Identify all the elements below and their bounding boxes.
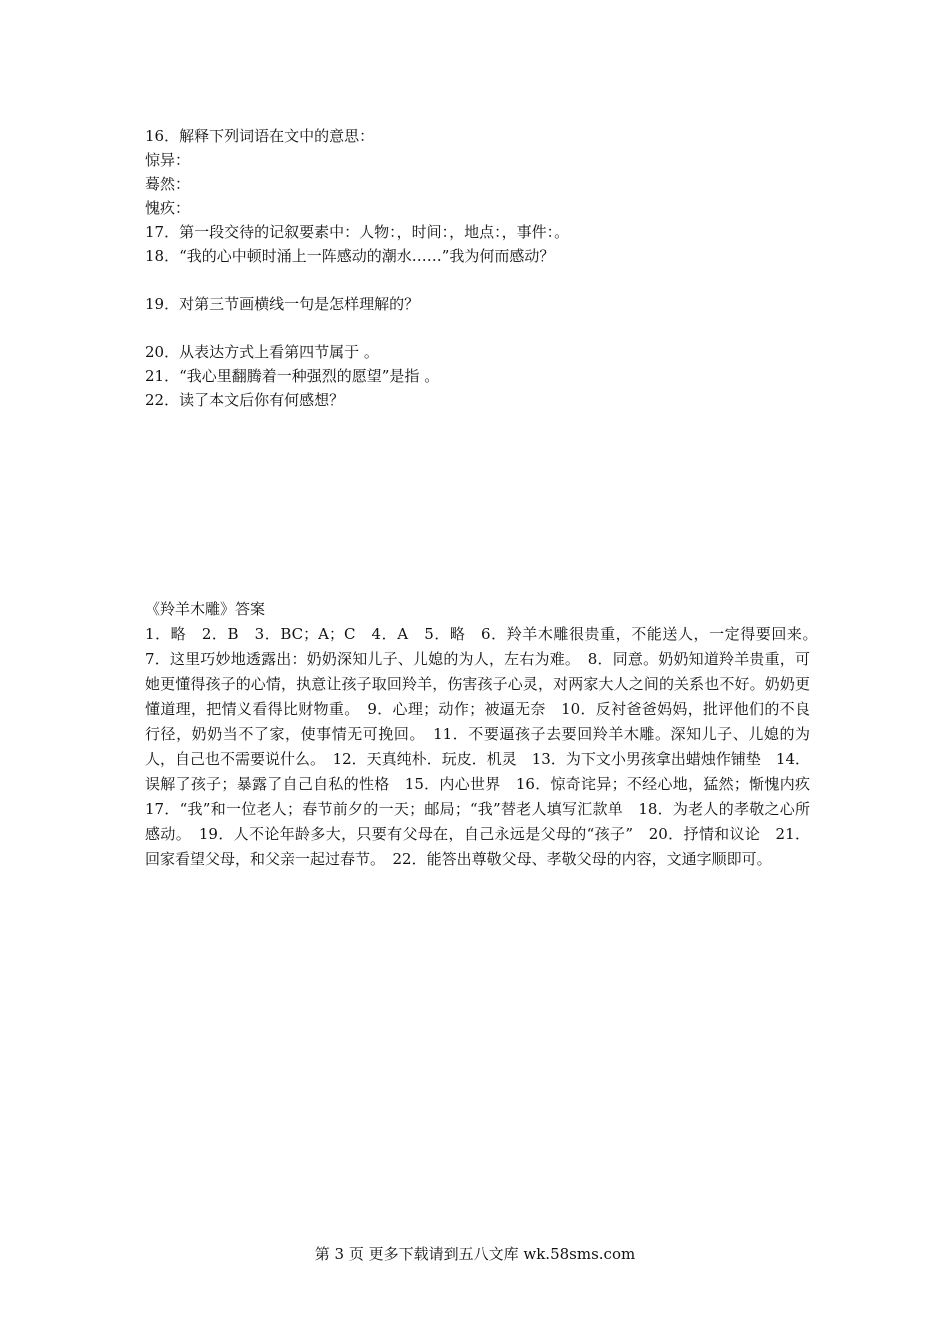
answers-section: [145, 597, 826, 872]
question-16-title: 16．解释下列词语在文中的意思：: [145, 127, 375, 145]
page-footer: 第 3 页 更多下载请到五八文库 wk.58sms.com: [314, 1245, 636, 1263]
answers-title: 《羚羊木雕》答案: [145, 600, 266, 618]
question-17: 17．第一段交待的记叙要素中：人物：，时间：，地点：，事件：。: [145, 223, 570, 241]
question-19: 19．对第三节画横线一句是怎样理解的？: [145, 295, 420, 313]
questions-section: [145, 124, 810, 412]
answer-space: [145, 268, 810, 292]
question-16-word-1: 惊异：: [145, 151, 191, 169]
question-22: 22．读了本文后你有何感想？: [145, 391, 345, 409]
question-18: 18．“我的心中顿时涌上一阵感动的潮水……”我为何而感动？: [145, 247, 555, 265]
question-20: 20．从表达方式上看第四节属于 。: [145, 343, 379, 361]
question-16-word-2: 蓦然：: [145, 175, 191, 193]
answer-space: [145, 316, 810, 340]
question-16-word-3: 愧疚：: [145, 199, 191, 217]
answers-body: 1．略 2．B 3．BC；A；C 4．A 5．略 6．羚羊木雕很贵重，不能送人，一定得要回来。 7．这里巧妙地透露出：奶奶深知儿子、儿媳的为人，左右为难。 8．同意。奶奶知道羚羊贵重，可她更懂得孩子的心情，执意让孩子取回羚羊，伤害孩子心灵，对两家大人之间的关系也不好。奶奶更懂道理，把情义看得比财物重。 9．心理；动作；被逼无奈 10．反衬爸爸妈妈，批评他们的不良行径，奶奶当不了家，使事情无可挽回。 11．不要逼孩子去要回羚羊木雕。深知儿子、儿媳的为人，自己也不需要说什么。 12．天真纯朴．玩皮．机灵 13．为下文小男孩拿出蜡烛作铺垫 14．误解了孩子；暴露了自己自私的性格 15．内心世界 16．惊奇诧异；不经心地，猛然；惭愧内疚 17．“我”和一位老人；春节前夕的一天；邮局；“我”替老人填写汇款单 18．为老人的孝敬之心所感动。 19．人不论年龄多大，只要有父母在，自己永远是父母的“孩子” 20．抒情和议论 21．回家看望父母，和父亲一起过春节。 22．能答出尊敬父母、孝敬父母的内容，文通字顺即可。: [145, 625, 826, 868]
question-21: 21．“我心里翻腾着一种强烈的愿望”是指 。: [145, 367, 440, 385]
